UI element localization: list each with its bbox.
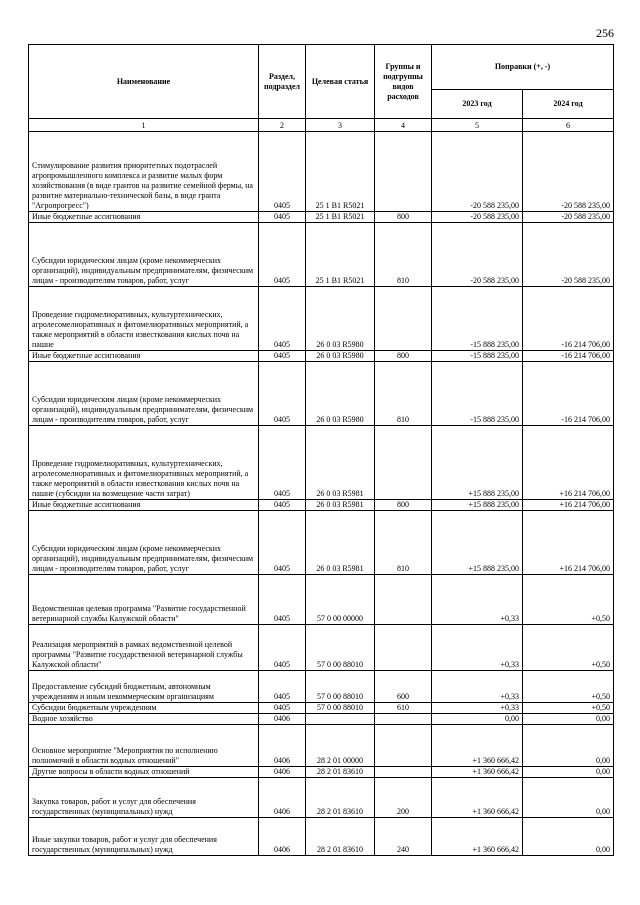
table-row (29, 426, 614, 500)
row-target (306, 714, 375, 725)
row-group: 810 (375, 223, 432, 287)
row-group: 800 (375, 212, 432, 223)
column-number: 5 (432, 119, 523, 132)
row-group (375, 625, 432, 671)
row-name: Субсидии юридическим лицам (кроме некоммерческих организаций), индивидуальным предпринимателям, физическим лицам - производителям товаров, работ, услуг (29, 511, 259, 575)
row-group: 810 (375, 511, 432, 575)
table-row (29, 625, 614, 671)
row-amount-2023: -20 588 235,00 (432, 132, 523, 212)
row-target: 28 2 01 83610 (306, 767, 375, 778)
row-section: 0406 (259, 714, 306, 725)
row-target: 57 0 00 88010 (306, 671, 375, 703)
header-target: Целевая статья (306, 45, 375, 119)
row-target: 28 2 01 83610 (306, 778, 375, 818)
row-group (375, 714, 432, 725)
row-target: 25 1 В1 R5021 (306, 212, 375, 223)
row-amount-2024: +0,50 (523, 671, 614, 703)
row-amount-2023: +0,33 (432, 575, 523, 625)
row-group: 800 (375, 351, 432, 362)
row-name: Иные бюджетные ассигнования (29, 351, 259, 362)
row-section: 0405 (259, 426, 306, 500)
row-target: 26 0 03 R5980 (306, 362, 375, 426)
row-name: Ведомственная целевая программа "Развитие государственной ветеринарной службы Калужской области" (29, 575, 259, 625)
table-row (29, 132, 614, 212)
row-amount-2024: -20 588 235,00 (523, 132, 614, 212)
row-amount-2023: -15 888 235,00 (432, 351, 523, 362)
table-row (29, 362, 614, 426)
row-group (375, 575, 432, 625)
row-name: Проведение гидромелиоративных, культуртехнических, агролесомелиоративных и фитомелиоративных мероприятий, а также мероприятий в области известкования кислых почв на пашне (субсидии на возмещение части затрат) (29, 426, 259, 500)
row-target: 26 0 03 R5981 (306, 511, 375, 575)
budget-table (28, 44, 614, 856)
row-target: 25 1 В1 R5021 (306, 223, 375, 287)
header-section: Раздел, подраздел (259, 45, 306, 119)
row-amount-2023: +0,33 (432, 671, 523, 703)
row-section: 0405 (259, 511, 306, 575)
table-row (29, 714, 614, 725)
table-row (29, 500, 614, 511)
row-name: Закупка товаров, работ и услуг для обеспечения государственных (муниципальных) нужд (29, 778, 259, 818)
row-name: Другие вопросы в области водных отношений (29, 767, 259, 778)
row-name: Водное хозяйство (29, 714, 259, 725)
row-name: Основное мероприятие "Мероприятия по исполнению полномочий в области водных отношений" (29, 725, 259, 767)
row-name: Субсидии юридическим лицам (кроме некоммерческих организаций), индивидуальным предпринимателям, физическим лицам - производителям товаров, работ, услуг (29, 223, 259, 287)
row-amount-2024: -16 214 706,00 (523, 362, 614, 426)
table-row (29, 671, 614, 703)
row-amount-2024: +16 214 706,00 (523, 426, 614, 500)
row-amount-2023: -15 888 235,00 (432, 287, 523, 351)
row-target: 25 1 В1 R5021 (306, 132, 375, 212)
page-number: 256 (596, 26, 614, 40)
row-name: Иные бюджетные ассигнования (29, 212, 259, 223)
table-row (29, 511, 614, 575)
header-amendments: Поправки (+, -) (432, 45, 614, 90)
row-amount-2023: -20 588 235,00 (432, 212, 523, 223)
row-group: 810 (375, 362, 432, 426)
row-amount-2023: -15 888 235,00 (432, 362, 523, 426)
row-amount-2023: -20 588 235,00 (432, 223, 523, 287)
row-amount-2024: -20 588 235,00 (523, 223, 614, 287)
table-row (29, 223, 614, 287)
row-amount-2023: +15 888 235,00 (432, 500, 523, 511)
row-group: 800 (375, 500, 432, 511)
row-name: Предоставление субсидий бюджетным, автономным учреждениям и иным некоммерческим организациям (29, 671, 259, 703)
table-row (29, 703, 614, 714)
row-amount-2023: +0,33 (432, 703, 523, 714)
row-name: Иные закупки товаров, работ и услуг для обеспечения государственных (муниципальных) нужд (29, 818, 259, 856)
row-target: 26 0 03 R5981 (306, 426, 375, 500)
row-section: 0405 (259, 287, 306, 351)
row-group (375, 426, 432, 500)
table-body (29, 132, 614, 856)
row-section: 0405 (259, 625, 306, 671)
row-section: 0405 (259, 500, 306, 511)
table-row (29, 725, 614, 767)
row-target: 26 0 03 R5981 (306, 500, 375, 511)
column-numbers-row (29, 119, 614, 132)
row-amount-2024: 0,00 (523, 714, 614, 725)
table-row (29, 212, 614, 223)
row-target: 57 0 00 88010 (306, 625, 375, 671)
column-number: 3 (306, 119, 375, 132)
table-row (29, 767, 614, 778)
row-name: Реализация мероприятий в рамках ведомственной целевой программы "Развитие государственной ветеринарной службы Калужской области" (29, 625, 259, 671)
row-amount-2024: +0,50 (523, 625, 614, 671)
row-target: 28 2 01 00000 (306, 725, 375, 767)
row-amount-2024: 0,00 (523, 778, 614, 818)
row-amount-2024: +16 214 706,00 (523, 511, 614, 575)
row-section: 0406 (259, 767, 306, 778)
row-target: 26 0 03 R5980 (306, 287, 375, 351)
column-number: 2 (259, 119, 306, 132)
row-group: 610 (375, 703, 432, 714)
row-amount-2023: +0,33 (432, 625, 523, 671)
row-amount-2024: +16 214 706,00 (523, 500, 614, 511)
row-amount-2023: +1 360 666,42 (432, 725, 523, 767)
row-name: Субсидии юридическим лицам (кроме некоммерческих организаций), индивидуальным предпринимателям, физическим лицам - производителям товаров, работ, услуг (29, 362, 259, 426)
table-row (29, 778, 614, 818)
column-number: 6 (523, 119, 614, 132)
row-amount-2024: 0,00 (523, 818, 614, 856)
row-amount-2023: +15 888 235,00 (432, 426, 523, 500)
column-number: 1 (29, 119, 259, 132)
row-section: 0405 (259, 703, 306, 714)
row-amount-2024: -16 214 706,00 (523, 287, 614, 351)
row-group (375, 287, 432, 351)
row-amount-2024: -16 214 706,00 (523, 351, 614, 362)
row-section: 0405 (259, 575, 306, 625)
row-group (375, 132, 432, 212)
row-section: 0405 (259, 212, 306, 223)
row-group: 200 (375, 778, 432, 818)
header-name: Наименование (29, 45, 259, 119)
row-amount-2023: +1 360 666,42 (432, 778, 523, 818)
row-target: 26 0 03 R5980 (306, 351, 375, 362)
row-section: 0405 (259, 132, 306, 212)
row-amount-2024: 0,00 (523, 767, 614, 778)
row-amount-2023: +1 360 666,42 (432, 767, 523, 778)
header-row (29, 45, 614, 90)
row-section: 0405 (259, 362, 306, 426)
row-amount-2024: 0,00 (523, 725, 614, 767)
table-row (29, 575, 614, 625)
row-section: 0405 (259, 351, 306, 362)
table-row (29, 818, 614, 856)
header-year-2024: 2024 год (523, 90, 614, 119)
row-section: 0406 (259, 725, 306, 767)
row-name: Проведение гидромелиоративных, культуртехнических, агролесомелиоративных и фитомелиоративных мероприятий, а также мероприятий в области известкования кислых почв на пашне (29, 287, 259, 351)
row-name: Стимулирование развития приоритетных подотраслей агропромышленного комплекса и развитие малых форм хозяйствования (в виде грантов на развитие семейной фермы, на развитие материально-технической базы, в виде гранта "Агропрогресс") (29, 132, 259, 212)
header-year-2023: 2023 год (432, 90, 523, 119)
row-amount-2023: +15 888 235,00 (432, 511, 523, 575)
row-group: 600 (375, 671, 432, 703)
header-groups: Группы и подгруппы видов расходов (375, 45, 432, 119)
row-target: 57 0 00 88010 (306, 703, 375, 714)
row-target: 28 2 01 83610 (306, 818, 375, 856)
table-row (29, 351, 614, 362)
row-target: 57 0 00 00000 (306, 575, 375, 625)
row-group: 240 (375, 818, 432, 856)
row-amount-2024: +0,50 (523, 703, 614, 714)
row-section: 0406 (259, 778, 306, 818)
row-amount-2024: -20 588 235,00 (523, 212, 614, 223)
row-section: 0406 (259, 818, 306, 856)
row-group (375, 767, 432, 778)
row-amount-2023: 0,00 (432, 714, 523, 725)
table-row (29, 287, 614, 351)
row-amount-2023: +1 360 666,42 (432, 818, 523, 856)
row-name: Иные бюджетные ассигнования (29, 500, 259, 511)
column-number: 4 (375, 119, 432, 132)
row-section: 0405 (259, 223, 306, 287)
row-group (375, 725, 432, 767)
row-amount-2024: +0,50 (523, 575, 614, 625)
row-section: 0405 (259, 671, 306, 703)
row-name: Субсидии бюджетным учреждениям (29, 703, 259, 714)
